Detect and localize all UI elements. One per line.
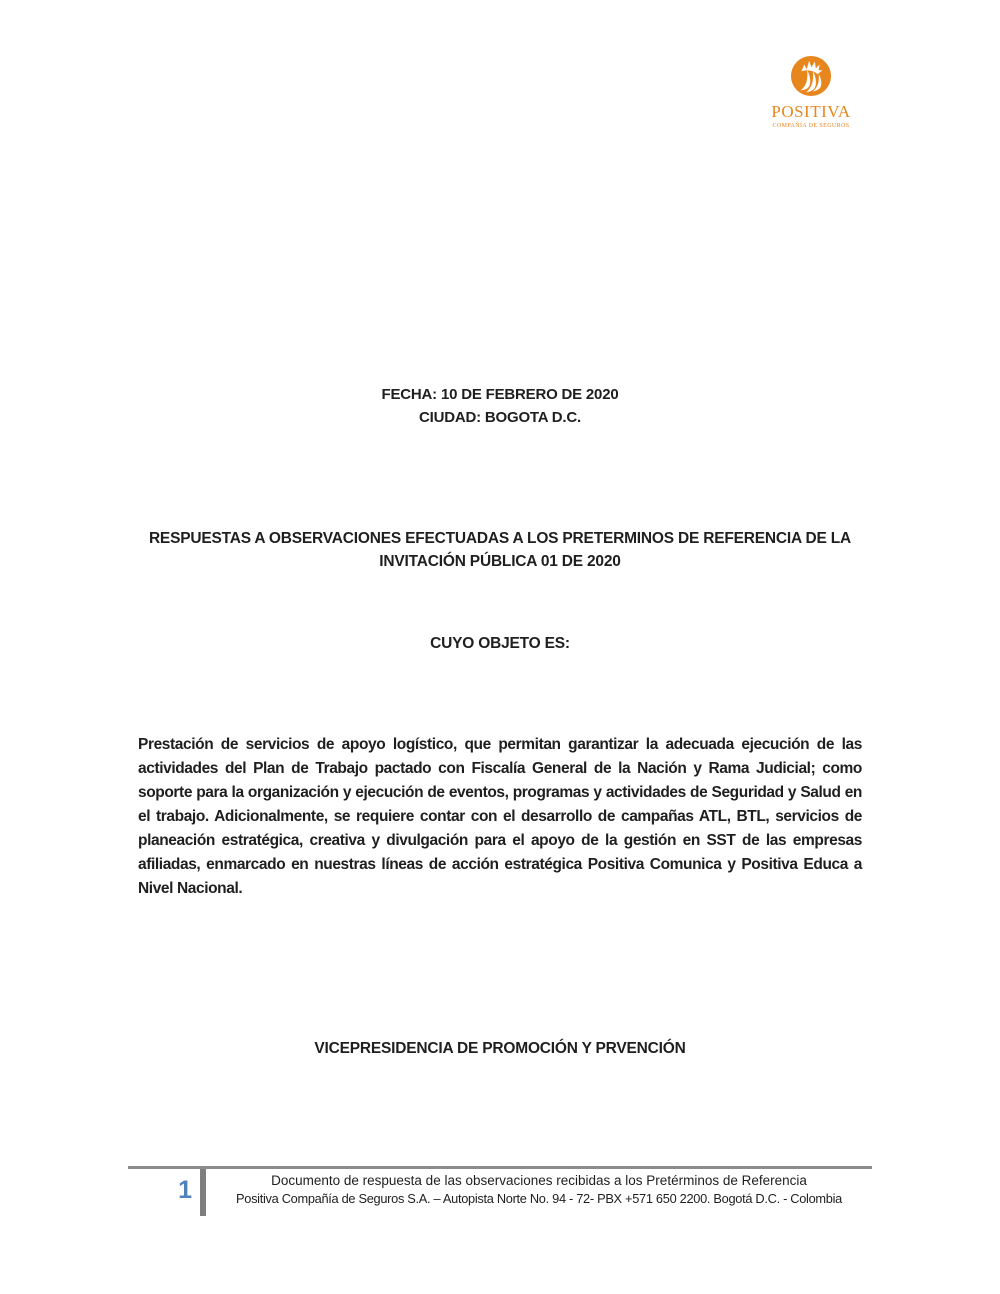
footer-line-2: Positiva Compañía de Seguros S.A. – Autopista Norte No. 94 - 72- PBX +571 650 2200. Bogotá D.C. - Colombia	[236, 1190, 842, 1206]
body-paragraph: Prestación de servicios de apoyo logístico, que permitan garantizar la adecuada ejecución de las actividades del Plan de Trabajo pactado con Fiscalía General de la Nación y Rama Judicial; como soporte para la organización y ejecución de eventos, programas y actividades de Seguridad y Salud en el trabajo. Adicionalmente, se requiere contar con el desarrollo de campañas ATL, BTL, servicios de planeación estratégica, creativa y divulgación para el apoyo de la gestión en SST de las empresas afiliadas, enmarcado en nuestras líneas de acción estratégica Positiva Comunica y Positiva Educa a Nivel Nacional.	[138, 736, 862, 897]
date-line: FECHA: 10 DE FEBRERO DE 2020	[381, 386, 619, 403]
brand-tagline: COMPAÑÍA DE SEGUROS	[772, 123, 850, 129]
signature-line: VICEPRESIDENCIA DE PROMOCIÓN Y PRVENCIÓN	[314, 1040, 686, 1057]
page-number: 1	[178, 1176, 192, 1204]
document-title	[138, 528, 862, 573]
subject-heading: CUYO OBJETO ES:	[430, 635, 570, 652]
flame-icon	[755, 55, 867, 97]
title-line-1: RESPUESTAS A OBSERVACIONES EFECTUADAS A LOS PRETERMINOS DE REFERENCIA DE LA	[148, 530, 852, 547]
footer-text	[206, 1169, 872, 1207]
page-footer	[128, 1166, 872, 1216]
date-city-block	[138, 384, 862, 429]
title-line-2: INVITACIÓN PÚBLICA 01 DE 2020	[379, 552, 621, 570]
footer-line-1: Documento de respuesta de las observaciones recibidas a los Pretérminos de Referencia	[271, 1173, 807, 1188]
brand-wordmark: POSITIVA	[771, 102, 851, 121]
city-line: CIUDAD: BOGOTA D.C.	[418, 408, 582, 426]
positiva-logo	[755, 55, 867, 129]
